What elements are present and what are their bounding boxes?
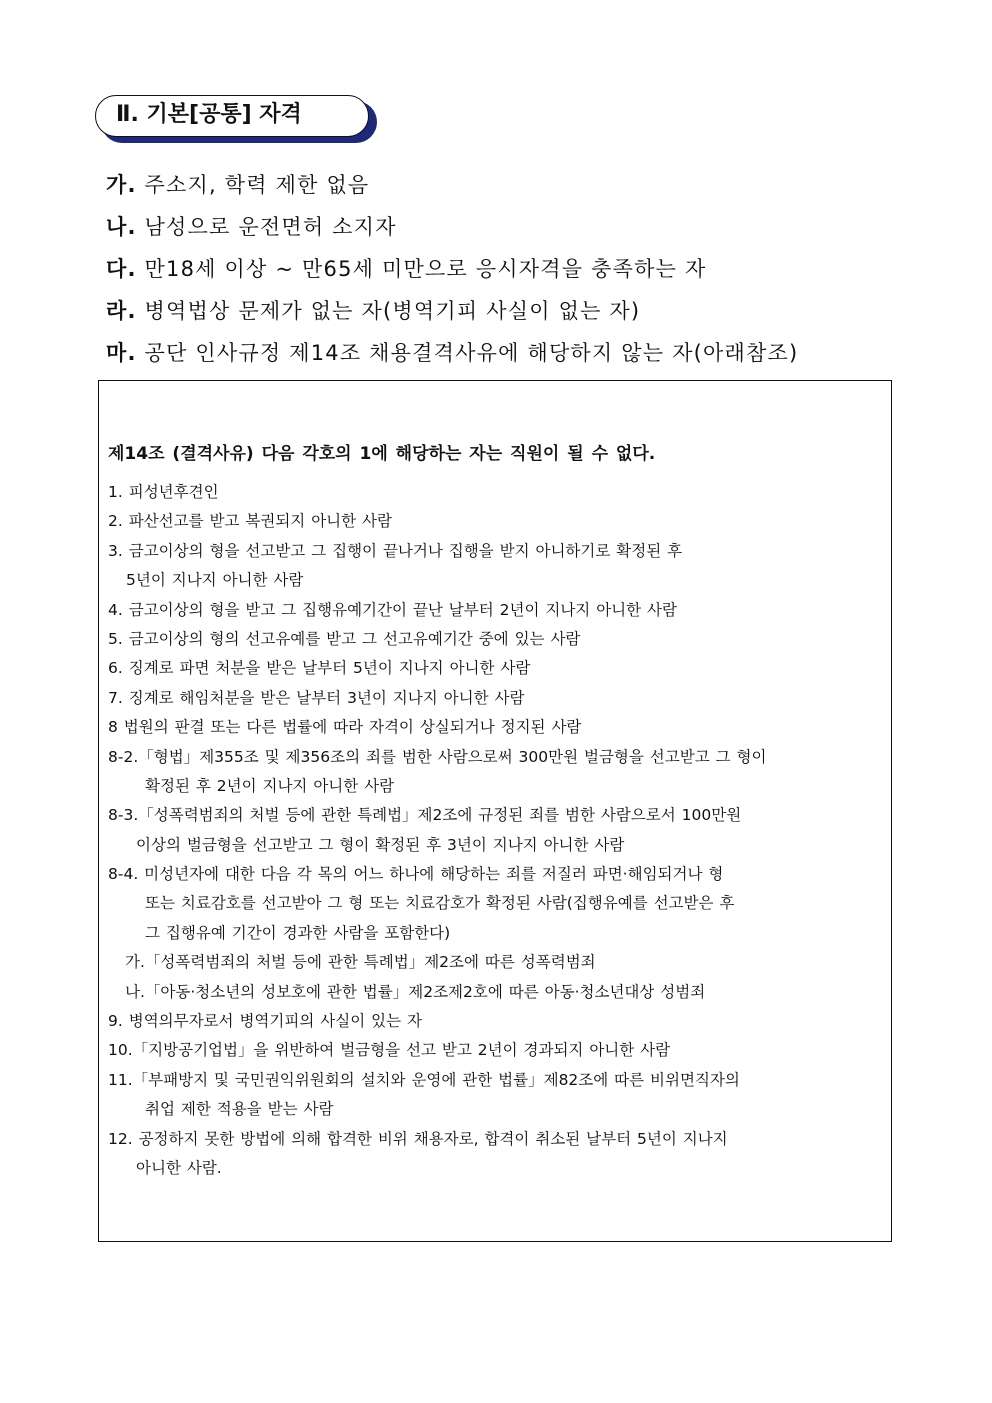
disqualification-line: 6. 징계로 파면 처분을 받은 날부터 5년이 지나지 아니한 사람 bbox=[108, 659, 531, 678]
qualification-key: 다. bbox=[106, 257, 137, 281]
disqualification-line: 12. 공정하지 못한 방법에 의해 합격한 비위 채용자로, 합격이 취소된 날부터 5년이 지나지 bbox=[108, 1129, 728, 1148]
qualification-key: 가. bbox=[106, 173, 137, 197]
qualification-key: 라. bbox=[106, 299, 137, 323]
disqualification-box bbox=[98, 380, 892, 1242]
disqualification-line: 3. 금고이상의 형을 선고받고 그 집행이 끝나거나 집행을 받지 아니하기로 확정된 후 bbox=[108, 541, 683, 560]
disqualification-line: 그 집행유예 기간이 경과한 사람을 포함한다) bbox=[145, 923, 451, 942]
disqualification-line: 5. 금고이상의 형의 선고유예를 받고 그 선고유예기간 중에 있는 사람 bbox=[108, 629, 581, 648]
disqualification-line: 7. 징계로 해임처분을 받은 날부터 3년이 지나지 아니한 사람 bbox=[108, 688, 525, 707]
section-title-badge bbox=[95, 95, 369, 137]
qualification-text: 공단 인사규정 제14조 채용결격사유에 해당하지 않는 자(아래참조) bbox=[136, 341, 799, 365]
qualification-text: 만18세 이상 ~ 만65세 미만으로 응시자격을 충족하는 자 bbox=[136, 257, 707, 281]
disqualification-line: 10.「지방공기업법」을 위반하여 벌금형을 선고 받고 2년이 경과되지 아니한 사람 bbox=[108, 1041, 671, 1060]
disqualification-line: 1. 피성년후견인 bbox=[108, 483, 219, 501]
qualification-item bbox=[106, 164, 798, 206]
disqualification-line: 11.「부패방지 및 국민권익위원회의 설치와 운영에 관한 법률」제82조에 따른 비위면직자의 bbox=[108, 1070, 740, 1089]
qualification-item bbox=[106, 290, 798, 332]
qualification-item bbox=[106, 206, 798, 248]
disqualification-line: 5년이 지나지 아니한 사람 bbox=[126, 571, 304, 590]
disqualification-line: 아니한 사람. bbox=[136, 1158, 222, 1177]
disqualification-line: 확정된 후 2년이 지나지 아니한 사람 bbox=[145, 776, 395, 795]
article-heading: 제14조 (결격사유) 다음 각호의 1에 해당하는 자는 직원이 될 수 없다. bbox=[108, 444, 656, 464]
qualification-text: 남성으로 운전면허 소지자 bbox=[136, 215, 397, 239]
disqualification-line: 8-3.「성폭력범죄의 처벌 등에 관한 특례법」제2조에 규정된 죄를 범한 사람으로서 100만원 bbox=[108, 806, 742, 825]
disqualification-line: 8-4. 미성년자에 대한 다음 각 목의 어느 하나에 해당하는 죄를 저질러 파면·해임되거나 형 bbox=[108, 865, 724, 884]
disqualification-line: 8-2.「형법」제355조 및 제356조의 죄를 범한 사람으로써 300만원 벌금형을 선고받고 그 형이 bbox=[108, 747, 767, 766]
qualification-key: 마. bbox=[106, 341, 137, 365]
qualification-item bbox=[106, 248, 798, 290]
disqualification-line: 나.「아동·청소년의 성보호에 관한 법률」제2조제2호에 따른 아동·청소년대상 성범죄 bbox=[125, 982, 706, 1001]
qualification-item bbox=[106, 332, 798, 374]
qualification-list bbox=[106, 164, 798, 374]
qualification-text: 주소지, 학력 제한 없음 bbox=[136, 173, 370, 197]
disqualification-line: 2. 파산선고를 받고 복권되지 아니한 사람 bbox=[108, 512, 392, 531]
disqualification-line: 4. 금고이상의 형을 받고 그 집행유예기간이 끝난 날부터 2년이 지나지 아니한 사람 bbox=[108, 600, 677, 619]
disqualification-line: 8 법원의 판결 또는 다른 법률에 따라 자격이 상실되거나 정지된 사람 bbox=[108, 718, 582, 737]
section-title: Ⅱ. 기본[공통] 자격 bbox=[95, 95, 369, 137]
qualification-key: 나. bbox=[106, 215, 137, 239]
disqualification-line: 또는 치료감호를 선고받아 그 형 또는 치료감호가 확정된 사람(집행유예를 선고받은 후 bbox=[145, 894, 735, 913]
disqualification-line: 취업 제한 적용을 받는 사람 bbox=[145, 1100, 334, 1119]
disqualification-list bbox=[108, 478, 886, 1183]
disqualification-line: 9. 병역의무자로서 병역기피의 사실이 있는 자 bbox=[108, 1012, 422, 1031]
disqualification-line: 이상의 벌금형을 선고받고 그 형이 확정된 후 3년이 지나지 아니한 사람 bbox=[136, 835, 625, 854]
disqualification-line: 가.「성폭력범죄의 처벌 등에 관한 특례법」제2조에 따른 성폭력범죄 bbox=[125, 953, 596, 972]
qualification-text: 병역법상 문제가 없는 자(병역기피 사실이 없는 자) bbox=[136, 299, 641, 323]
